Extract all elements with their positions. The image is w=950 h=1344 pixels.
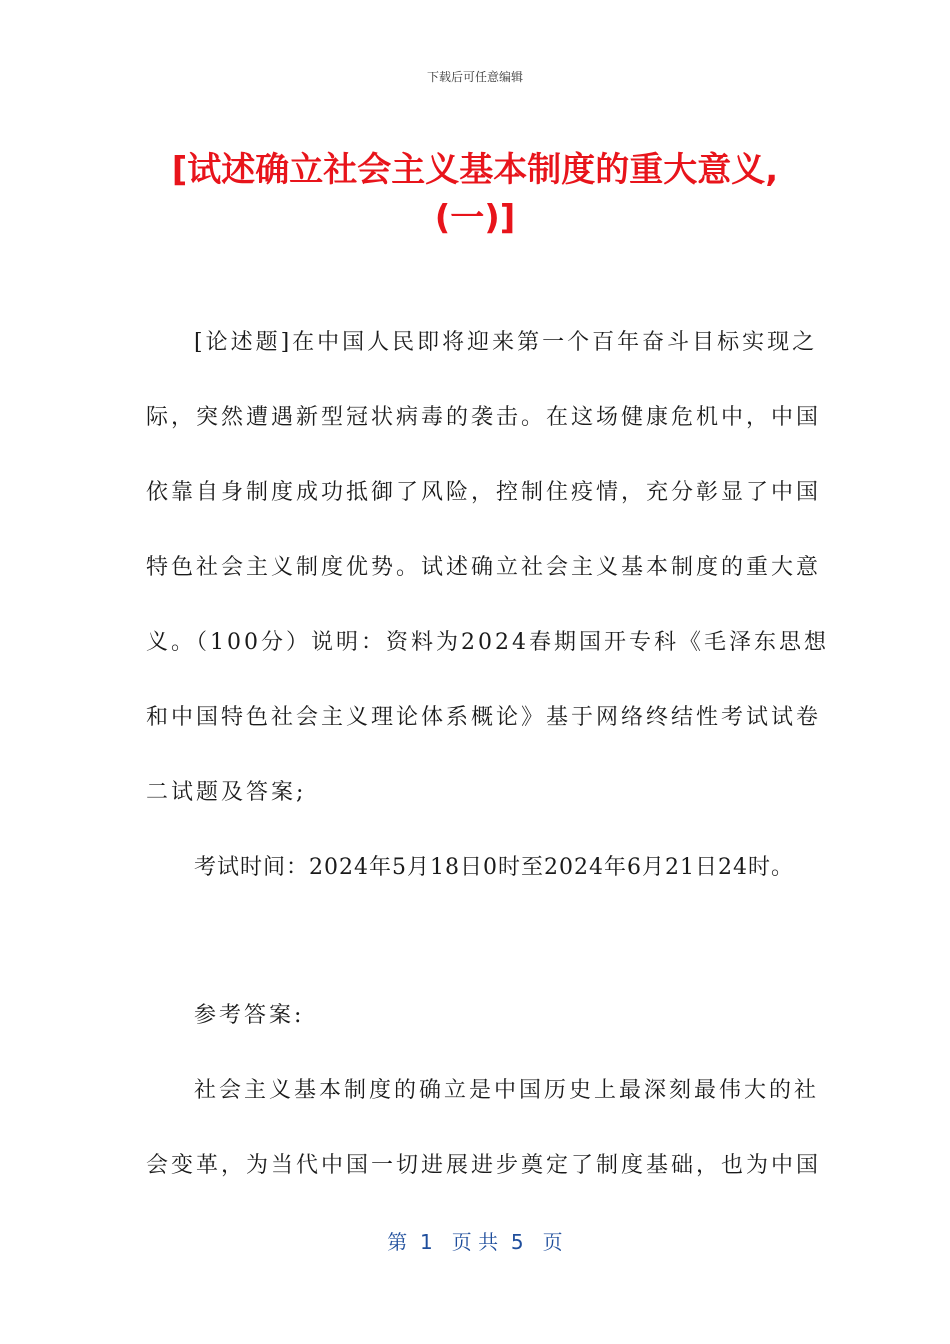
question-paragraph-line-5: 义。（100分）说明：资料为2024春期国开专科《毛泽东思想 [146,630,829,655]
title-line-2: (一)] [434,198,516,238]
question-paragraph-line-3: 依靠自身制度成功抵御了风险，控制住疫情，充分彰显了中国 [146,480,822,505]
question-paragraph-line-1: [论述题]在中国人民即将迎来第一个百年奋斗目标实现之 [194,330,818,355]
document-title [0,146,950,242]
exam-time-line: 考试时间：2024年5月18日0时至2024年6月21日24时。 [194,855,794,880]
answer-paragraph-line-1: 社会主义基本制度的确立是中国历史上最深刻最伟大的社 [194,1078,820,1103]
title-line-1: [试述确立社会主义基本制度的重大意义, [171,150,779,190]
question-paragraph-line-6: 和中国特色社会主义理论体系概论》基于网络终结性考试试卷 [146,705,822,730]
answer-paragraph-line-2: 会变革，为当代中国一切进展进步奠定了制度基础，也为中国 [146,1153,822,1178]
page-number-footer: 第 1 页 共 5 页 [387,1230,563,1254]
header-note: 下载后可任意编辑 [426,70,523,84]
question-paragraph-line-2: 际，突然遭遇新型冠状病毒的袭击。在这场健康危机中，中国 [146,405,822,430]
answer-heading: 参考答案: [194,1003,305,1028]
question-paragraph-line-7: 二试题及答案; [146,780,307,805]
question-paragraph-line-4: 特色社会主义制度优势。试述确立社会主义基本制度的重大意 [146,555,822,580]
